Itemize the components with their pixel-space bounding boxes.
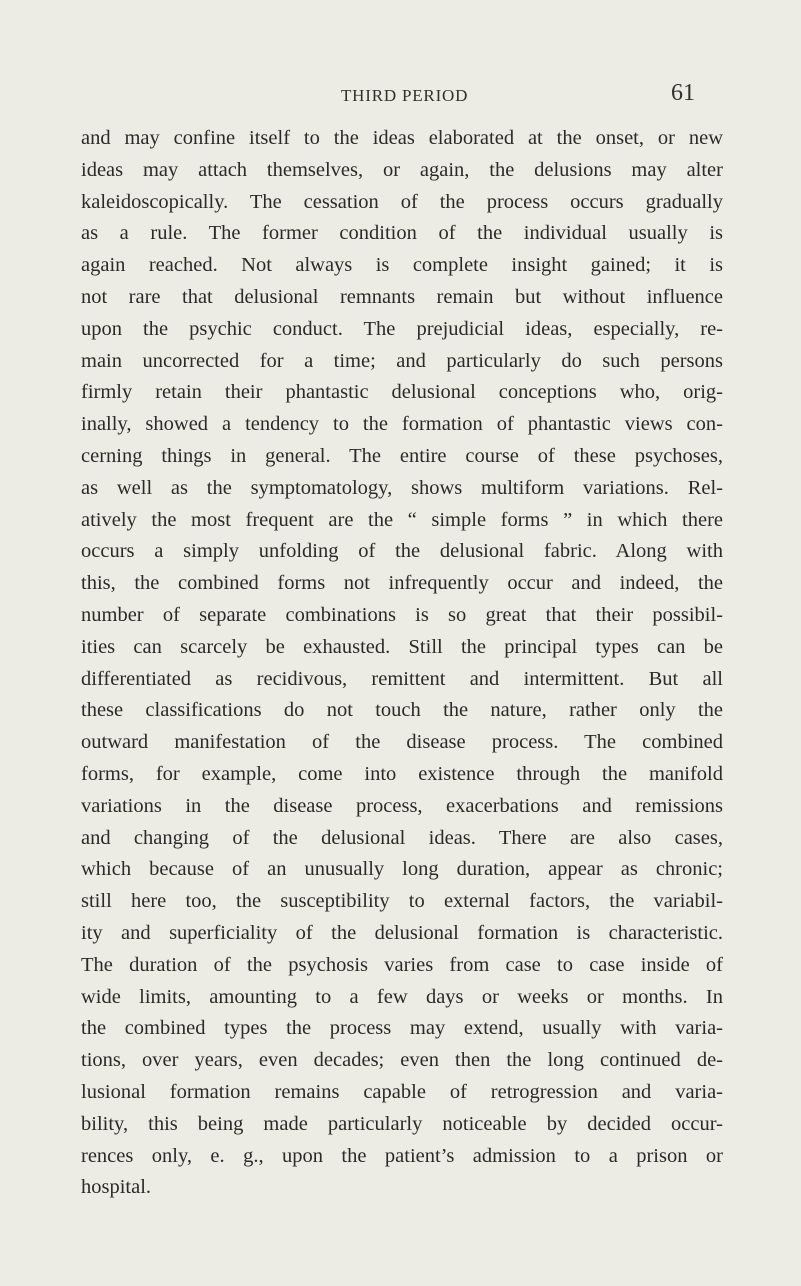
- text-line: forms, for example, come into existence through the manifold: [81, 762, 723, 785]
- text-line: this, the combined forms not infrequently occur and indeed, the: [81, 572, 723, 595]
- text-line: main uncorrected for a time; and particularly do such persons: [81, 349, 723, 372]
- text-line: and may confine itself to the ideas elaborated at the onset, or new: [81, 127, 723, 149]
- text-line: variations in the disease process, exacerbations and remissions: [81, 794, 723, 817]
- text-line: kaleidoscopically. The cessation of the process occurs gradually: [81, 190, 723, 213]
- text-line: again reached. Not always is complete insight gained; it is: [81, 254, 723, 277]
- text-line: number of separate combinations is so great that their possibil-: [81, 603, 723, 626]
- text-line: ideas may attach themselves, or again, the delusions may alter: [81, 158, 723, 181]
- text-line: wide limits, amounting to a few days or weeks or months. In: [81, 985, 723, 1008]
- text-line: ities can scarcely be exhausted. Still the principal types can be: [81, 635, 723, 658]
- text-line: the combined types the process may extend, usually with varia-: [81, 1017, 723, 1040]
- text-line: firmly retain their phantastic delusional conceptions who, orig-: [81, 381, 723, 404]
- text-line: not rare that delusional remnants remain but without influence: [81, 285, 723, 308]
- text-line: these classifications do not touch the nature, rather only the: [81, 699, 723, 722]
- page-number: 61: [671, 80, 695, 106]
- text-line: rences only, e. g., upon the patient’s admission to a prison or: [81, 1144, 723, 1167]
- text-line-last: hospital.: [81, 1176, 152, 1199]
- text-line: inally, showed a tendency to the formation of phantastic views con-: [81, 413, 723, 436]
- body-paragraph: [81, 123, 723, 1204]
- text-line: cerning things in general. The entire course of these psychoses,: [81, 444, 723, 467]
- text-line: tions, over years, even decades; even then the long continued de-: [81, 1049, 723, 1072]
- text-line: and changing of the delusional ideas. There are also cases,: [81, 826, 723, 849]
- text-line: lusional formation remains capable of retrogression and varia-: [81, 1080, 723, 1103]
- text-line: outward manifestation of the disease process. The combined: [81, 731, 723, 754]
- running-head-title: THIRD PERIOD: [341, 86, 469, 105]
- text-line: as well as the symptomatology, shows multiform variations. Rel-: [81, 476, 723, 499]
- text-line: ity and superficiality of the delusional formation is characteristic.: [81, 921, 723, 944]
- text-line: which because of an unusually long duration, appear as chronic;: [81, 858, 723, 881]
- text-line: The duration of the psychosis varies from case to case inside of: [81, 953, 723, 976]
- text-line: bility, this being made particularly noticeable by decided occur-: [81, 1112, 723, 1135]
- text-line: occurs a simply unfolding of the delusional fabric. Along with: [81, 540, 723, 563]
- text-line: upon the psychic conduct. The prejudicial ideas, especially, re-: [81, 317, 723, 340]
- text-line: atively the most frequent are the “ simple forms ” in which there: [81, 508, 723, 531]
- text-line: differentiated as recidivous, remittent and intermittent. But all: [81, 667, 723, 690]
- text-line: as a rule. The former condition of the individual usually is: [81, 222, 723, 245]
- text-line: still here too, the susceptibility to external factors, the variabil-: [81, 890, 723, 913]
